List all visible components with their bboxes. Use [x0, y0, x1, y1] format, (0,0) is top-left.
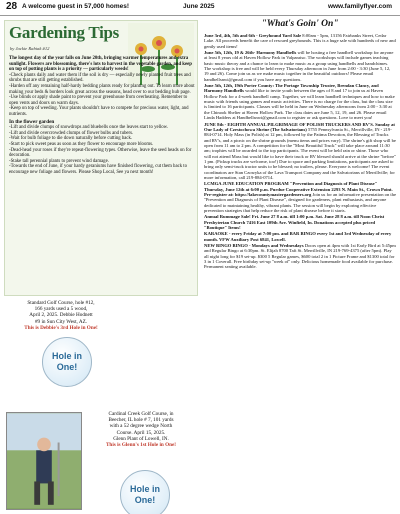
badge-line: Hole in: [51, 351, 82, 361]
event-body: Join us for an informative presentation on the "Prevention and Diagnosis of Plant Disease", designed for gardeners, plant enthusiasts, and anyone dedicated to maintaining healthy, vibrant plants. The session will begin by exploring effective prevention strategies that help reduce the risk of plant disease before it starts.: [204, 191, 397, 213]
page-header: [0, 0, 400, 16]
event-item: [204, 33, 396, 49]
event-item: [204, 214, 396, 230]
card-line: 166 yards used a 5 wood,: [34, 306, 88, 313]
gardening-tip: -Check plants daily and water them if the soil is dry — especially newly planted fruit trees and shrubs that are still getting established.: [9, 72, 191, 84]
gardening-tip: -Stake tall perennial plants to prevent wind damage.: [9, 158, 109, 164]
page-number: 28: [6, 1, 18, 12]
card-line: Standard Golf Course, hole #12,: [27, 300, 95, 306]
event-item: [204, 50, 396, 82]
gardening-tip: -Towards the end of June, if your hardy geraniums have finished flowering, cut them back to encourage new foliage and flowers. Please Shop Local, See ya next month!: [9, 164, 188, 175]
event-heading: NEW BINGO BINGO - Mondays and Wednesdays: [204, 243, 304, 249]
event-item: [204, 122, 396, 181]
card-line: with a 52 degree wedge North: [109, 423, 173, 430]
event-item: [204, 243, 396, 270]
event-body: Doors open at 4pm with 1st Early Bird at 5:45pm and Regular Bingo at 6:30pm. St. Elijah 8700 Taft St. Merrillville, IN 219-769-4375 (after 5pm). Play all night long for $19 set-up. $300 5 Regular games, $600 total 2 in 1 Picture Frame and $1300 total for 3 in 1 Coverall. Free birthday set-up "week of" only. Delicious homemade food available for purchase. Permanent seating available.: [204, 243, 396, 270]
whats-goin-on-title: "What's Goin' On": [261, 19, 339, 29]
hole-in-one-badge: [42, 337, 92, 387]
event-body: 5755 Pennsylvania St., Merrillville, IN - 219-884-0714. Holy Mass (in Polish) at 12 pm, followed by the Patima Devotion, the Blessing of Trucks and RV's, and a picnic on the shrine grounds (menu items and prices vary). The shrine's gift shop will be open from 11 am to 2 pm. A competition for the "Most Beautiful Truck" will take place around 11:30 am; trophies will be awarded to the top participants. The event will be held rain or shine. Those who will not attend Mass but would like to have their truck or RV blessed should arrive at the shrine "before" 1 pm. (Pickup trucks are welcome, too!) Due to space and parking limitations, participants are asked to bring only semi-truck tractor units to be blessed; no trailers, please. Everyone is welcome! The event coordinators are Stan Czosryka of the Lava Transport Company and the Salvatorians of Merrillville; for more information, call 219-884-0714.: [204, 126, 396, 180]
gardening-title: Gardening Tips: [9, 23, 119, 42]
hole-in-one-card-debbie: [4, 300, 198, 406]
event-item: [204, 181, 396, 213]
gardening-intro: The longest day of the year falls on June 20th, bringing warmer temperatures and extra sunlight. Flowers are blossoming, there's lots to harvest in the vegetable garden, and keep on top of potting plants is a priority — particularly weeds!: [9, 56, 192, 73]
gardening-tips-column: [4, 20, 198, 296]
card-highlight: This is Debbie's 3rd Hole in One!: [24, 324, 98, 331]
event-heading: KARAOKE - every Friday at 7:00 pm. and BAR BINGO every 1st and 3rd Wednesday of every month. VFW Auxiliary Post 6841, Lowell.: [204, 231, 392, 242]
event-body: 8:00am - 5pm, 13156 Fairbanks Street, Cedar Lake. All proceeds benefit the care of rescued greyhounds. This is a huge sale with hundreds of new and gently used items!: [204, 33, 396, 49]
header-welcome: A welcome guest in 57,000 homes!: [22, 3, 130, 10]
card-line: Course. April 15, 2025.: [116, 429, 166, 436]
event-heading: JUNE 8th - EIGHTH ANNUAL PILGRIMAGE OF POLISH TRUCKERS AND RV'S. Sunday at Our Lady of Czestochowa Shrine (The Salvatorians): [204, 121, 395, 132]
card-text: [6, 300, 116, 331]
gardening-tip: -Start to pick sweet peas as soon as they flower to encourage more blooms.: [9, 141, 154, 147]
events-list: [204, 33, 396, 271]
event-body: would like to invite youth between the ages of 8 and 17 to join us at Haven Hollow Park for a 4-week handbell camp. Together, we will learn handbell techniques and how to make music with friends using games and music activities. There is no charge for the class, but the class size is limited to 16 participants. Classes will be held in June on Wednesday afternoons from 2:00 - 3:30 at the Chinook Shelter at Haven Hollow Park. The class dates are June 5, 12, 19, and 26. Please email Linda Hadders at Handbellsnwi@gmail.com to register or ask questions. Love to meet you!: [204, 88, 395, 121]
gardening-body: [9, 56, 195, 175]
card-text: [86, 411, 196, 448]
badge-line: One!: [56, 362, 78, 372]
event-heading: LCMGA JUNE EDUCATION PROGRAM "Prevention and Diagnosis of Plant Disease": [204, 181, 378, 187]
card-line: #9 in Sun City West, AZ.: [34, 318, 88, 325]
event-item: [204, 231, 396, 242]
gardening-tip: -Lift and divide overcrowded clumps of flower bulbs and tubers.: [9, 130, 134, 136]
event-item: [204, 83, 396, 120]
gardening-tip: -Use blinds or apply shade paint to prevent your greenhouse from overheating. Remember to open vents and doors on warm days.: [9, 95, 188, 106]
card-line: Glenn Plant of Lowell, IN.: [113, 435, 169, 442]
gardening-subheading: In the flower garden: [9, 118, 55, 125]
event-body: will be hosting a free handbell workshop for anyone at least 8 years old at Haven Hollow Park in Valparaiso. The workshops will include games teaching basic music theory and a chance to learn to make music as a group using handbells and handchimes. The workshop is free and will be held every Thursday afternoon in June from 2:00 - 3:30 (June 5, 12, 19 and 26). Come join us as we make music together in the beautiful outdoors! Please email handbellsnwi@gmail.com if you have any questions.: [204, 50, 394, 82]
badge-line: Hole in: [129, 484, 160, 494]
event-heading: June 5th, 12th, 19 & 26th- Harmony Handbells: [204, 50, 297, 56]
card-highlight: This is Glenn's 1st Hole in One!: [105, 442, 177, 449]
header-date: June 2025: [183, 3, 215, 10]
golfer-photo: [6, 412, 82, 510]
hole-in-one-card-glenn: [4, 408, 198, 512]
gardening-tip: -Wait for bulb foliage to die down naturally before cutting back.: [9, 136, 133, 142]
whats-goin-on-column: [202, 19, 398, 511]
card-line: Cardinal Creek Golf Course, in: [108, 411, 174, 417]
gardening-tip: -Keep on top of weeding. Your plants shouldn't have to compete for precious water, light, and nutrients.: [9, 106, 189, 117]
header-website: www.familyflyer.com: [327, 3, 392, 10]
event-heading: June 3rd, 4th, 5th and 6th - Greyhound Yard Sale: [204, 33, 302, 38]
gardening-byline: by Jackie Rabiak #12: [10, 46, 50, 51]
event-when: Thursday, June 12th at 6:00 p.m. Purdue Cooperative Extension 2293 N. Main St., Crown Point. Pre-register at: https://lakecountymastergardeners.org: [204, 186, 393, 197]
hole-in-one-badge: [120, 470, 170, 514]
gardening-tip: -Harden off any remaining half-hardy bedding plants ready for planting out. To learn more about making your beds & borders look great across the seasons, head over to our bedding hub page.: [9, 83, 195, 95]
event-heading: June 5th, 12th, 19th Porter County: The Portage Township Trustee, Brendan Clancy, and Harmony Handbells: [204, 83, 379, 94]
badge-line: One!: [134, 495, 156, 505]
card-line: April 2, 2025. Debbie Hodnett: [29, 312, 93, 319]
gardening-tip: -Lift and divide clumps of snowdrops and bluebells once the leaves start to yellow.: [9, 125, 169, 131]
event-heading: Annual Rummage Sale! Fri. June 27 8 a.m. till 1:00 p.m. Sat. June 28 8 a.m. till Noon Christ Presbyterian Church 7416 East 109th Ave. Winfield, In. Donations accepted plus priced "Boutique" Items!: [204, 214, 385, 231]
card-line: Beecher, IL hole # 7, 101 yards: [108, 417, 174, 424]
gardening-tip: -Dead-head your roses if they're repeat-flowering types. Otherwise, leave the seed heads on for decoration.: [9, 147, 192, 159]
